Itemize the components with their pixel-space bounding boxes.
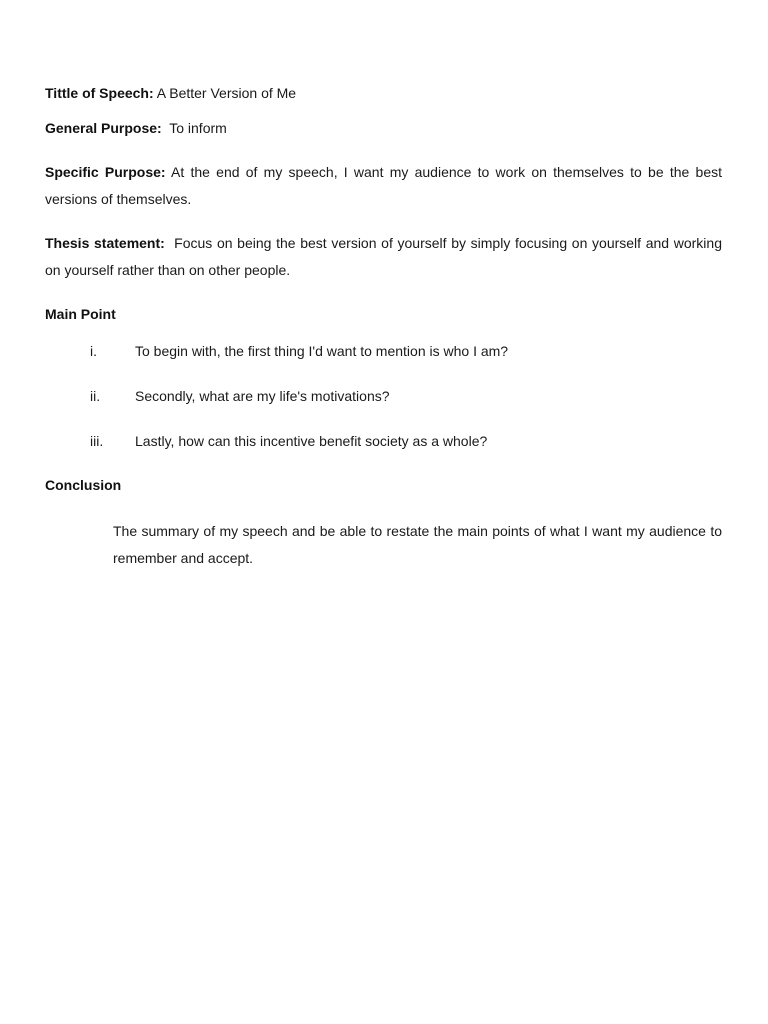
list-item-text: Lastly, how can this incentive benefit society as a whole? — [135, 433, 488, 449]
thesis-statement-row — [45, 230, 722, 284]
list-item-numeral: ii. — [90, 388, 101, 404]
thesis-statement-value: Focus on being the best version of yourself by simply focusing on yourself and working on yourself rather than on other people. — [45, 235, 722, 278]
main-point-list — [45, 338, 722, 455]
specific-purpose-label: Specific Purpose: — [45, 164, 166, 180]
list-item — [45, 338, 722, 365]
conclusion-heading: Conclusion — [45, 477, 122, 493]
conclusion-text: The summary of my speech and be able to restate the main points of what I want my audience to remember and accept. — [113, 523, 722, 566]
general-purpose-value: To inform — [169, 120, 227, 136]
specific-purpose-row — [45, 159, 722, 213]
list-item-numeral: i. — [90, 343, 97, 359]
main-point-heading: Main Point — [45, 306, 116, 322]
speech-title-row — [45, 80, 722, 107]
specific-purpose-value: At the end of my speech, I want my audience to work on themselves to be the best versions of themselves. — [45, 164, 722, 207]
general-purpose-label: General Purpose: — [45, 120, 162, 136]
document-page — [45, 80, 722, 572]
list-item — [45, 383, 722, 410]
list-item — [45, 428, 722, 455]
thesis-statement-label: Thesis statement: — [45, 235, 165, 251]
general-purpose-row — [45, 115, 722, 142]
list-item-text: To begin with, the first thing I'd want to mention is who I am? — [135, 343, 509, 359]
speech-title-value: A Better Version of Me — [156, 85, 297, 101]
speech-title-label: Tittle of Speech: — [45, 85, 154, 101]
list-item-text: Secondly, what are my life's motivations? — [135, 388, 390, 404]
list-item-numeral: iii. — [90, 433, 104, 449]
